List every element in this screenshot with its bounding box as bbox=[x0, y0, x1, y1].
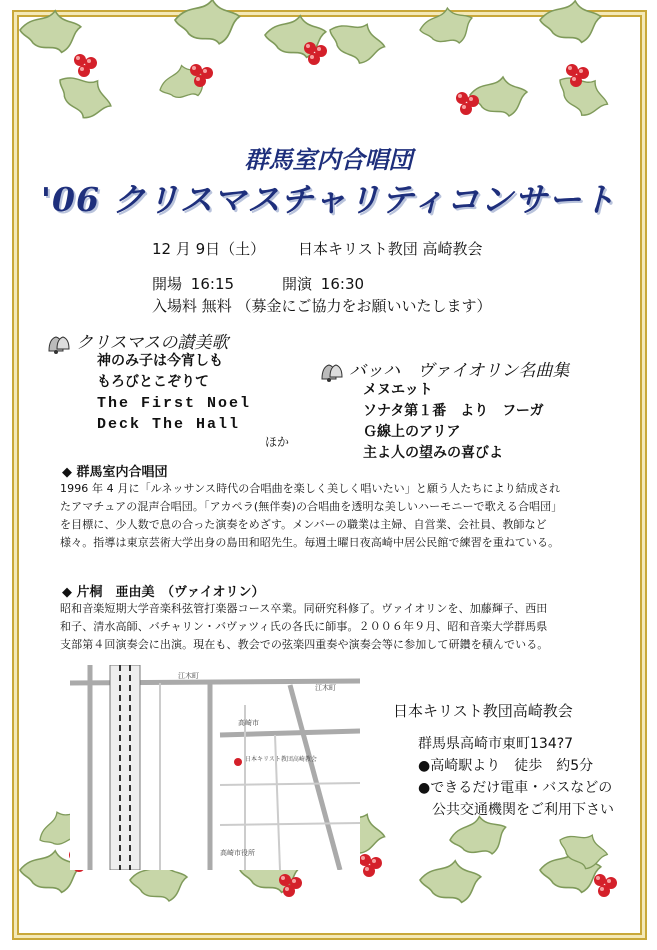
choir-title: 群馬室内合唱団 bbox=[244, 145, 413, 174]
hymn-item: The First Noel bbox=[97, 395, 252, 412]
church-access: ●高崎駅より 徒歩 約5分 bbox=[418, 758, 594, 774]
map-label: 高崎市役所 bbox=[220, 849, 255, 857]
map-label: 日本キリスト教団高崎教会 bbox=[245, 756, 317, 763]
choir-bio-line: たアマチュアの混声合唱団。「アカペラ(無伴奏)の合唱曲を透明な美しいハーモニーで歌える合唱団」 bbox=[60, 500, 563, 513]
concert-venue: 日本キリスト教団 高崎教会 bbox=[298, 240, 483, 258]
church-address: 群馬県高崎市東町134?7 bbox=[418, 736, 574, 752]
map-label: 江木町 bbox=[178, 672, 199, 680]
hymn-item: もろびとこぞりて bbox=[97, 374, 209, 390]
concert-start-time: 16:30 bbox=[320, 275, 365, 293]
choir-bio bbox=[60, 480, 600, 552]
violinist-bio-heading: ◆ 片桐 亜由美 （ヴァイオリン） bbox=[62, 585, 265, 600]
hymns-other: ほか bbox=[265, 435, 290, 449]
choir-bio-line: 様々。指導は東京芸術大学出身の島田和昭先生。毎週土曜日夜高崎中居公民館で練習を重ねている。 bbox=[60, 536, 560, 549]
bach-heading: バッハ ヴァイオリン名曲集 bbox=[349, 361, 570, 381]
choir-bio-line: を目標に、少人数で息の合った演奏をめざす。メンバーの職業は主婦、自営業、会社員、教師など bbox=[60, 518, 547, 531]
church-access: 公共交通機関をご利用下さい bbox=[432, 802, 614, 818]
bell-icon bbox=[45, 333, 71, 355]
hymns-heading: クリスマスの讃美歌 bbox=[76, 333, 229, 353]
violinist-bio bbox=[60, 600, 600, 654]
map-label: 江木町 bbox=[315, 684, 336, 692]
concert-start bbox=[282, 273, 364, 294]
violinist-bio-line: 和子、清水高師、バチャリン・バヴァツィ氏の各氏に師事。２００６年９月、昭和音楽大学群馬県 bbox=[60, 620, 548, 633]
concert-date: 12 月 9日（土） bbox=[152, 240, 266, 258]
violinist-bio-line: 昭和音楽短期大学音楽科弦管打楽器コース卒業。同研究科修了。ヴァイオリンを、加藤輝子、西田 bbox=[60, 602, 548, 615]
choir-bio-heading: ◆ 群馬室内合唱団 bbox=[62, 465, 168, 480]
bach-item: ソナタ第１番 より フーガ bbox=[363, 403, 544, 419]
violinist-bio-line: 支部第４回演奏会に出演。現在も、教会での弦楽四重奏や演奏会等に参加して研鑽を積んでいる。 bbox=[60, 638, 549, 651]
choir-bio-line: 1996 年 4 月に「ルネッサンス時代の合唱曲を楽しく美しく唱いたい」と願う人たちにより結成され bbox=[60, 482, 561, 495]
bach-item: 主よ人の望みの喜びよ bbox=[363, 445, 503, 461]
admission: 入場料 無料 （募金にご協力をお願いいたします） bbox=[152, 297, 492, 315]
bach-item: Ｇ線上のアリア bbox=[363, 424, 461, 440]
bach-list bbox=[363, 380, 544, 464]
hymn-item: Deck The Hall bbox=[97, 416, 241, 433]
hymns-list bbox=[97, 351, 251, 435]
church-contact bbox=[418, 733, 614, 821]
church-access: ●できるだけ電車・バスなどの bbox=[418, 780, 613, 796]
doors-open-label: 開場 bbox=[152, 275, 183, 293]
bell-icon bbox=[318, 361, 344, 383]
map-label: 高崎市 bbox=[238, 719, 259, 727]
concert-title: '06 クリスマスチャリティコンサート bbox=[40, 180, 617, 219]
church-name: 日本キリスト教団高崎教会 bbox=[393, 702, 573, 720]
doors-open-time: 16:15 bbox=[190, 275, 235, 293]
concert-start-label: 開演 bbox=[282, 275, 313, 293]
doors-open bbox=[152, 273, 234, 294]
bach-section bbox=[318, 356, 569, 383]
bach-item: メヌエット bbox=[363, 382, 433, 398]
church-location-marker bbox=[234, 758, 242, 766]
access-map bbox=[70, 665, 360, 870]
hymn-item: 神のみ子は今宵しも bbox=[97, 353, 223, 369]
